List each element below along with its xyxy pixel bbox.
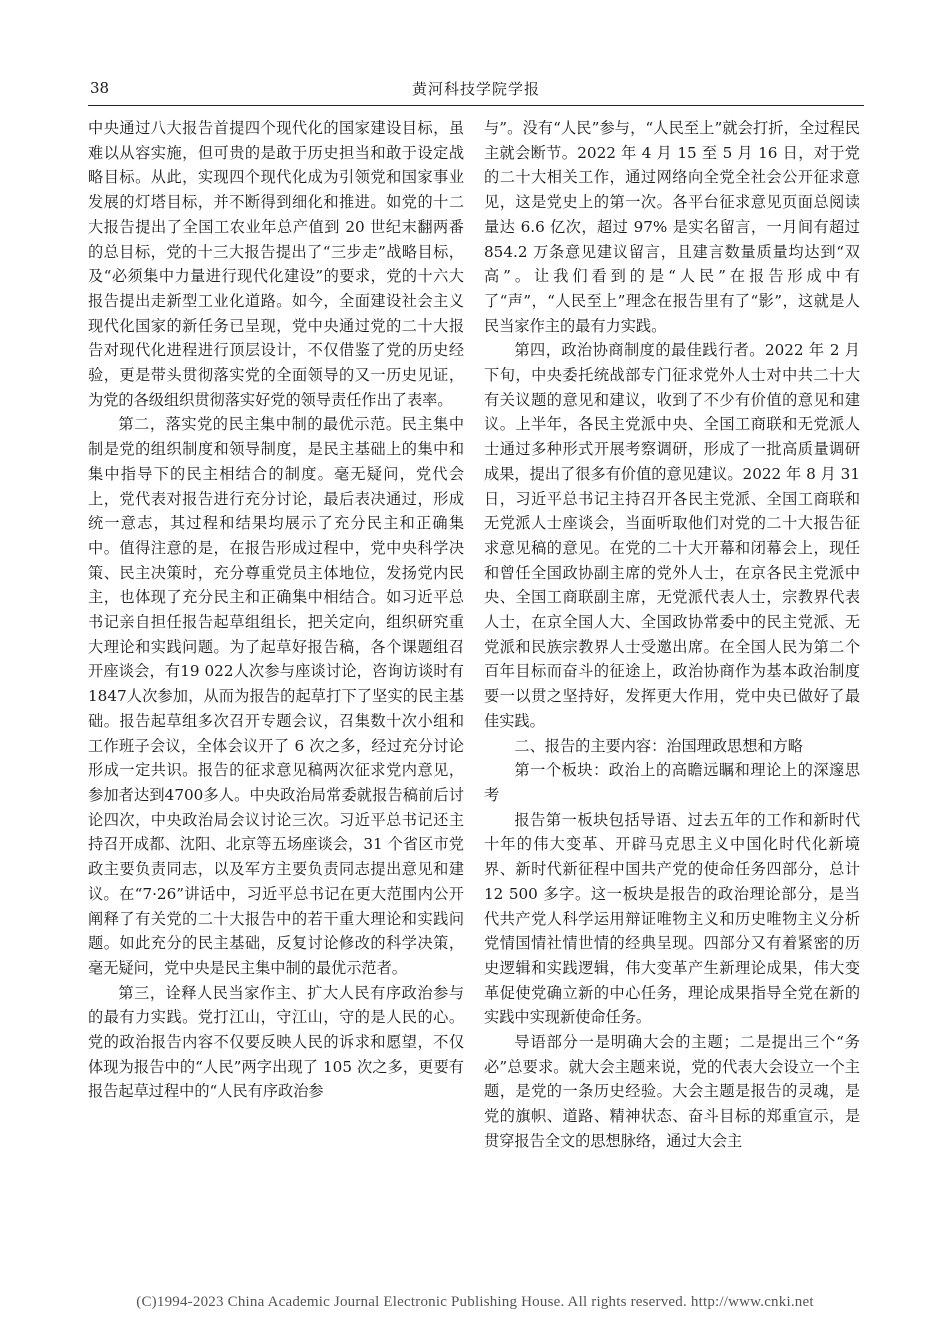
- page-number: 38: [90, 79, 110, 97]
- paragraph: 第二，落实党的民主集中制的最优示范。民主集中制是党的组织制度和领导制度，是民主基础上的集中和集中指导下的民主相结合的制度。毫无疑问，党代会上，党代表对报告进行充分讨论，最后表决通过，形成统一意志，其过程和结果均展示了充分民主和正确集中。值得注意的是，在报告形成过程中，党中央科学决策、民主决策时，充分尊重党员主体地位，发扬党内民主，也体现了充分民主和正确集中相结合。如习近平总书记亲自担任报告起草组组长，把关定向，组织研究重大理论和实践问题。为了起草好报告稿，各个课题组召开座谈会，有19 022人次参与座谈讨论，咨询访谈时有1847人次参加，从而为报告的起草打下了坚实的民主基础。报告起草组多次召开专题会议，召集数十次小组和工作班子会议，全体会议开了 6 次之多，经过充分讨论形成一定共识。报告的征求意见稿两次征求党内意见，参加者达到4700多人。中央政治局常委就报告稿前后讨论四次，中央政治局会议讨论三次。习近平总书记还主持召开成都、沈阳、北京等五场座谈会，31 个省区市党政主要负责同志，以及军方主要负责同志提出意见和建议。在“7·26”讲话中，习近平总书记在更大范围内公开阐释了有关党的二十大报告中的若干重大理论和实践问题。如此充分的民主基础，反复讨论修改的科学决策，毫无疑问，党中央是民主集中制的最优示范者。: [88, 415, 464, 977]
- running-header: [88, 74, 864, 104]
- left-column: [88, 116, 464, 1104]
- journal-title: 黄河科技学院学报: [411, 80, 540, 98]
- copyright-footer: (C)1994-2023 China Academic Journal Electronic Publishing House. All rights reserved. http://www.cnki.net: [136, 1294, 814, 1310]
- paragraph: 导语部分一是明确大会的主题；二是提出三个“务必”总要求。就大会主题来说，党的代表大会设立一个主题，是党的一条历史经验。大会主题是报告的灵魂，是党的旗帜、道路、精神状态、奋斗目标的郑重宣示，是贯穿报告全文的思想脉络，通过大会主: [484, 1033, 860, 1150]
- section-heading: 二、报告的主要内容：治国理政思想和方略: [514, 736, 803, 755]
- paragraph: 中央通过八大报告首提四个现代化的国家建设目标，虽难以从容实施，但可贵的是敢于历史担当和敢于设定战略目标。从此，实现四个现代化成为引领党和国家事业发展的灯塔目标，并不断得到细化和推进。如党的十二大报告提出了全国工农业年总产值到 20 世纪末翻两番的总目标，党的十三大报告提出了“三步走”战略目标，及“必须集中力量进行现代化建设”的要求，党的十六大报告提出走新型工业化道路。如今，全面建设社会主义现代化国家的新任务已呈现，党中央通过党的二十大报告对现代化进程进行顶层设计，不仅借鉴了党的历史经验，更是带头贯彻落实党的全面领导的又一历史见证，为党的各级组织贯彻落实好党的领导责任作出了表率。: [88, 119, 464, 409]
- paragraph: 第三，诠释人民当家作主、扩大人民有序政治参与的最有力实践。党打江山，守江山，守的是人民的心。党的政治报告内容不仅要反映人民的诉求和愿望，不仅体现为报告中的“人民”两字出现了 105 次之多，更要有报告起草过程中的“人民有序政治参: [88, 983, 464, 1101]
- paragraph: 第四，政治协商制度的最佳践行者。2022 年 2 月下旬，中央委托统战部专门征求党外人士对中共二十大有关议题的意见和建议，收到了不少有价值的意见和建议。上半年，各民主党派中央、全国工商联和无党派人士通过多种形式开展考察调研，形成了一批高质量调研成果，提出了很多有价值的意见建议。2022 年 8 月 31 日，习近平总书记主持召开各民主党派、全国工商联和无党派人士座谈会，当面听取他们对党的二十大报告征求意见稿的意见。在党的二十大开幕和闭幕会上，现任和曾任全国政协副主席的党外人士，在京各民主党派中央、全国工商联副主席，无党派代表人士，宗教界代表人士，在京全国人大、全国政协常委中的民主党派、无党派和民族宗教界人士受邀出席。在全国人民为第二个百年目标而奋斗的征途上，政治协商作为基本政治制度要一以贯之坚持好，发挥更大作用，党中央已做好了最佳实践。: [484, 341, 860, 730]
- subsection-heading: 第一个板块：政治上的高瞻远瞩和理论上的深邃思考: [484, 761, 860, 804]
- header-rule: [88, 105, 864, 106]
- right-column: [484, 116, 860, 1154]
- paragraph: 与”。没有“人民”参与，“人民至上”就会打折，全过程民主就会断节。2022 年 4 月 15 至 5 月 16 日，对于党的二十大相关工作，通过网络向全党全社会公开征求意见，这是党史上的第一次。各平台征求意见页面总阅读量达 6.6 亿次，超过 97% 是实名留言，一月间有超过 854.2 万条意见建议留言，且建言数量质量均达到“双高”。让我们看到的是“人民”在报告形成中有了“声”，“人民至上”理念在报告里有了“影”，这就是人民当家作主的最有力实践。: [484, 119, 860, 335]
- paragraph: 报告第一板块包括导语、过去五年的工作和新时代十年的伟大变革、开辟马克思主义中国化时代化新境界、新时代新征程中国共产党的使命任务四部分，总计 12 500 多字。这一板块是报告的政治理论部分，是当代共产党人科学运用辩证唯物主义和历史唯物主义分析党情国情社情世情的经典呈现。四部分又有着紧密的历史逻辑和实践逻辑，伟大变革产生新理论成果，伟大变革促使党确立新的中心任务，理论成果指导全党在新的实践中实现新使命任务。: [484, 810, 860, 1027]
